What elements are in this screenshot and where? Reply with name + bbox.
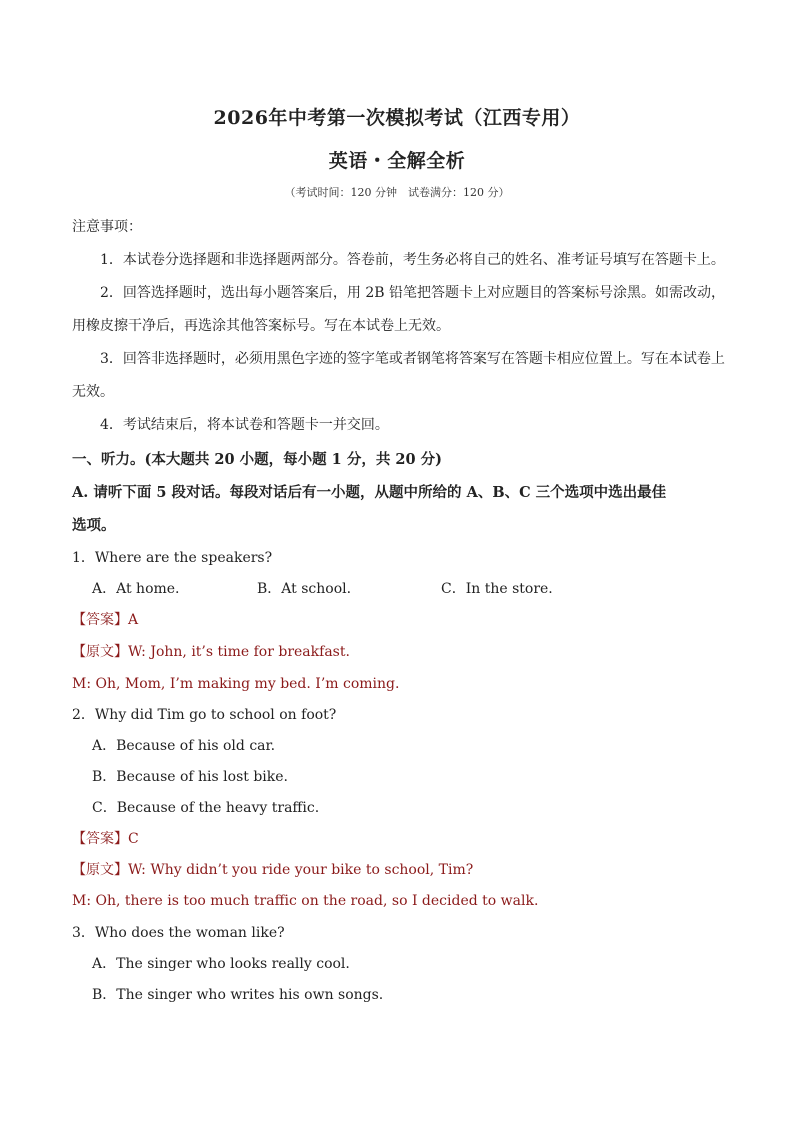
answer-value: C — [128, 831, 139, 847]
question-1-option-c: C．In the store. — [441, 581, 553, 597]
source-tag: 【原文】 — [72, 644, 128, 660]
source-text: W: John, it’s time for breakfast. — [128, 644, 350, 660]
question-1-stem: 1．Where are the speakers? — [72, 550, 273, 566]
question-2-stem: 2．Why did Tim go to school on foot? — [72, 707, 337, 723]
question-1-option-b: B．At school. — [257, 581, 352, 597]
note-item-1: 1．本试卷分选择题和非选择题两部分。答卷前，考生务必将自己的姓名、准考证号填写在答题卡上。 — [100, 252, 725, 268]
question-2-option-c: C．Because of the heavy traffic. — [92, 800, 320, 816]
question-2-option-a: A．Because of his old car. — [92, 738, 276, 754]
question-2-option-b: B．Because of his lost bike. — [92, 769, 288, 785]
note-item-3-line-1: 3．回答非选择题时，必须用黑色字迹的签字笔或者钢笔将答案写在答题卡相应位置上。写在本试卷上 — [100, 351, 725, 367]
note-item-2-line-2: 用橡皮擦干净后，再选涂其他答案标号。写在本试卷上无效。 — [72, 318, 450, 334]
question-3-stem: 3．Who does the woman like? — [72, 925, 285, 941]
question-3-option-a: A．The singer who looks really cool. — [92, 956, 350, 972]
answer-tag: 【答案】 — [72, 831, 128, 847]
question-2-source-line-1 — [72, 861, 473, 879]
exam-info: （考试时间：120 分钟 试卷满分：120 分） — [284, 186, 510, 199]
exam-title: 2026年中考第一次模拟考试（江西专用） — [213, 107, 581, 129]
question-3-option-b: B．The singer who writes his own songs. — [92, 987, 384, 1003]
note-item-3-line-2: 无效。 — [72, 384, 114, 400]
question-1-source-line-2: M: Oh, Mom, I’m making my bed. I’m coming. — [72, 676, 400, 692]
answer-value: A — [128, 612, 139, 628]
question-1-answer — [72, 611, 138, 629]
source-tag: 【原文】 — [72, 862, 128, 878]
section-1-heading: 一、听力。(本大题共 20 小题，每小题 1 分，共 20 分) — [72, 451, 442, 468]
notes-heading: 注意事项： — [72, 219, 142, 235]
question-1-option-a: A．At home. — [92, 581, 180, 597]
note-item-2-line-1: 2．回答选择题时，选出每小题答案后，用 2B 铅笔把答题卡上对应题目的答案标号涂黑。如需改动， — [100, 285, 726, 301]
part-a-instruction-line-1: A. 请听下面 5 段对话。每段对话后有一小题，从题中所给的 A、B、C 三个选项中选出最佳 — [72, 484, 667, 501]
question-2-answer — [72, 830, 139, 848]
part-a-instruction-line-2: 选项。 — [72, 517, 116, 534]
question-1-source-line-1 — [72, 643, 350, 661]
note-item-4: 4．考试结束后，将本试卷和答题卡一并交回。 — [100, 417, 389, 433]
question-2-source-line-2: M: Oh, there is too much traffic on the road, so I decided to walk. — [72, 893, 539, 909]
source-text: W: Why didn’t you ride your bike to school, Tim? — [128, 862, 474, 878]
exam-subtitle: 英语・全解全析 — [328, 150, 466, 172]
answer-tag: 【答案】 — [72, 612, 128, 628]
